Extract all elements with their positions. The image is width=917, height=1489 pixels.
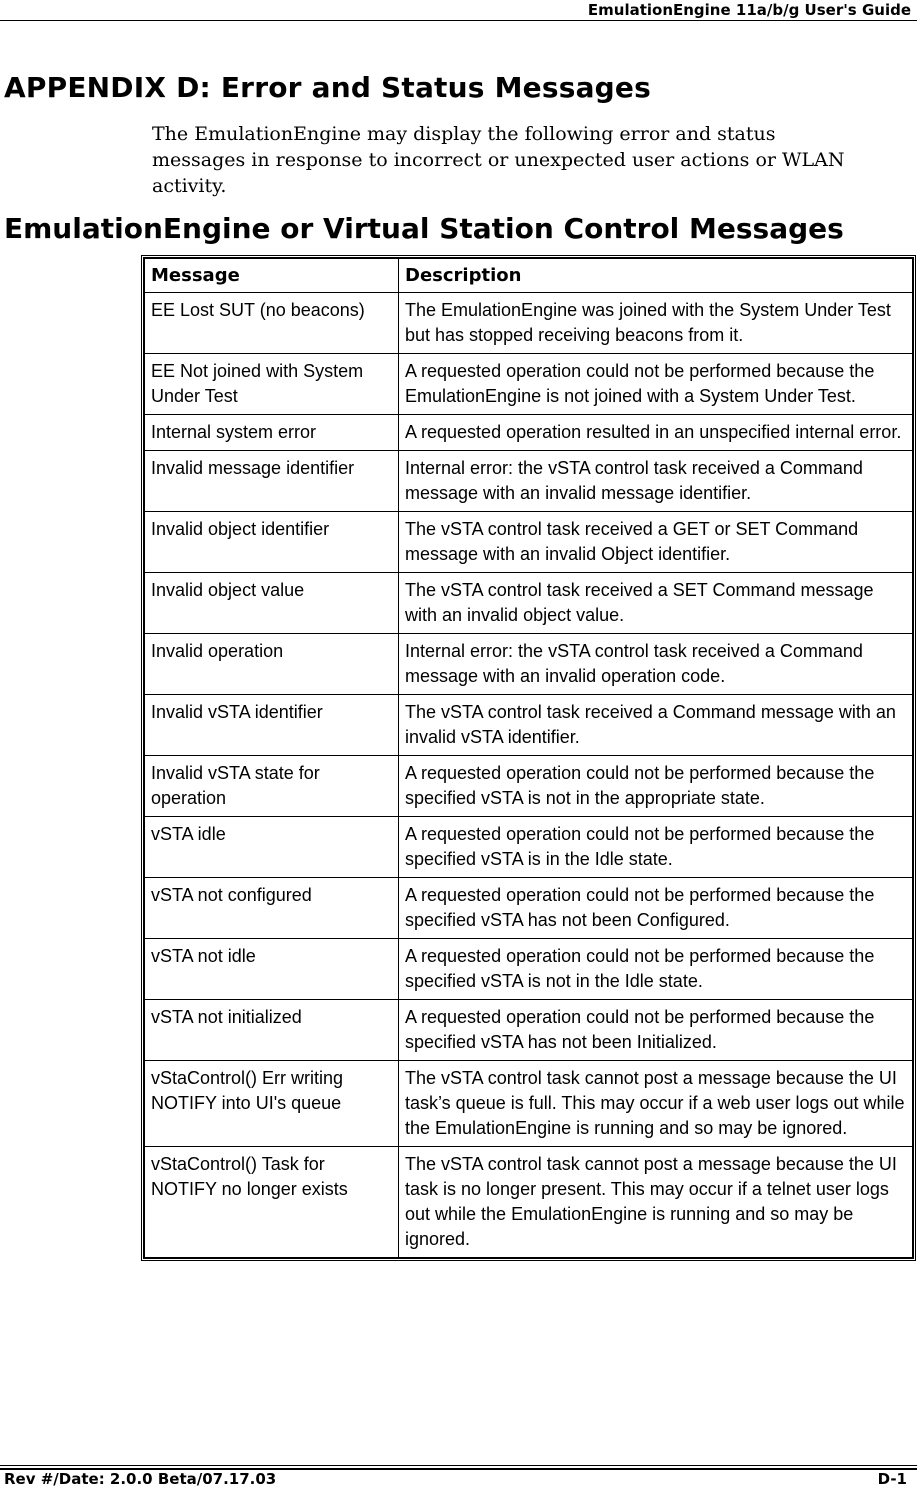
table-row xyxy=(145,573,913,634)
message-cell: Invalid object value xyxy=(145,573,399,634)
table-row xyxy=(145,415,913,451)
message-cell: vSTA not idle xyxy=(145,939,399,1000)
column-header-message: Message xyxy=(145,259,399,293)
message-cell: Invalid object identifier xyxy=(145,512,399,573)
messages-table-frame xyxy=(141,255,916,1261)
section-title: EmulationEngine or Virtual Station Control Messages xyxy=(4,212,844,245)
description-cell: The vSTA control task received a SET Command message with an invalid object value. xyxy=(399,573,913,634)
table-row xyxy=(145,634,913,695)
messages-table xyxy=(144,258,913,1258)
description-cell: A requested operation could not be performed because the specified vSTA is not in the Idle state. xyxy=(399,939,913,1000)
footer-rule xyxy=(0,1465,917,1466)
message-cell: vStaControl() Err writing NOTIFY into UI's queue xyxy=(145,1061,399,1147)
message-cell: vStaControl() Task for NOTIFY no longer exists xyxy=(145,1147,399,1258)
table-row xyxy=(145,756,913,817)
intro-paragraph: The EmulationEngine may display the following error and status messages in response to incorrect or unexpected user actions or WLAN activity. xyxy=(152,123,845,197)
message-cell: Invalid vSTA state for operation xyxy=(145,756,399,817)
table-row xyxy=(145,1147,913,1258)
page-number: D-1 xyxy=(877,1470,907,1488)
description-cell: The vSTA control task cannot post a message because the UI task is no longer present. This may occur if a telnet user logs out while the EmulationEngine is running and so may be ignored. xyxy=(399,1147,913,1258)
description-cell: The EmulationEngine was joined with the System Under Test but has stopped receiving beacons from it. xyxy=(399,293,913,354)
table-row xyxy=(145,1061,913,1147)
table-row xyxy=(145,512,913,573)
message-cell: Invalid message identifier xyxy=(145,451,399,512)
description-cell: Internal error: the vSTA control task received a Command message with an invalid message identifier. xyxy=(399,451,913,512)
header-rule xyxy=(0,20,917,21)
message-cell: Internal system error xyxy=(145,415,399,451)
description-cell: A requested operation resulted in an unspecified internal error. xyxy=(399,415,913,451)
message-cell: Invalid vSTA identifier xyxy=(145,695,399,756)
description-cell: A requested operation could not be performed because the EmulationEngine is not joined with a System Under Test. xyxy=(399,354,913,415)
message-cell: vSTA not initialized xyxy=(145,1000,399,1061)
description-cell: A requested operation could not be performed because the specified vSTA is in the Idle state. xyxy=(399,817,913,878)
description-cell: The vSTA control task cannot post a message because the UI task’s queue is full. This may occur if a web user logs out while the EmulationEngine is running and so may be ignored. xyxy=(399,1061,913,1147)
description-cell: A requested operation could not be performed because the specified vSTA is not in the appropriate state. xyxy=(399,756,913,817)
table-header-row xyxy=(145,259,913,293)
description-cell: Internal error: the vSTA control task received a Command message with an invalid operation code. xyxy=(399,634,913,695)
message-cell: Invalid operation xyxy=(145,634,399,695)
description-cell: A requested operation could not be performed because the specified vSTA has not been Initialized. xyxy=(399,1000,913,1061)
table-row xyxy=(145,878,913,939)
message-cell: vSTA idle xyxy=(145,817,399,878)
message-cell: EE Lost SUT (no beacons) xyxy=(145,293,399,354)
table-row xyxy=(145,451,913,512)
table-row xyxy=(145,817,913,878)
table-row xyxy=(145,939,913,1000)
description-cell: A requested operation could not be performed because the specified vSTA has not been Configured. xyxy=(399,878,913,939)
description-cell: The vSTA control task received a Command message with an invalid vSTA identifier. xyxy=(399,695,913,756)
table-row xyxy=(145,695,913,756)
appendix-title: APPENDIX D: Error and Status Messages xyxy=(4,71,651,104)
table-row xyxy=(145,1000,913,1061)
message-cell: EE Not joined with System Under Test xyxy=(145,354,399,415)
running-header-title: EmulationEngine 11a/b/g User's Guide xyxy=(587,1,911,19)
column-header-description: Description xyxy=(399,259,913,293)
description-cell: The vSTA control task received a GET or SET Command message with an invalid Object identifier. xyxy=(399,512,913,573)
footer-revision: Rev #/Date: 2.0.0 Beta/07.17.03 xyxy=(4,1470,277,1488)
message-cell: vSTA not configured xyxy=(145,878,399,939)
table-row xyxy=(145,293,913,354)
table-row xyxy=(145,354,913,415)
